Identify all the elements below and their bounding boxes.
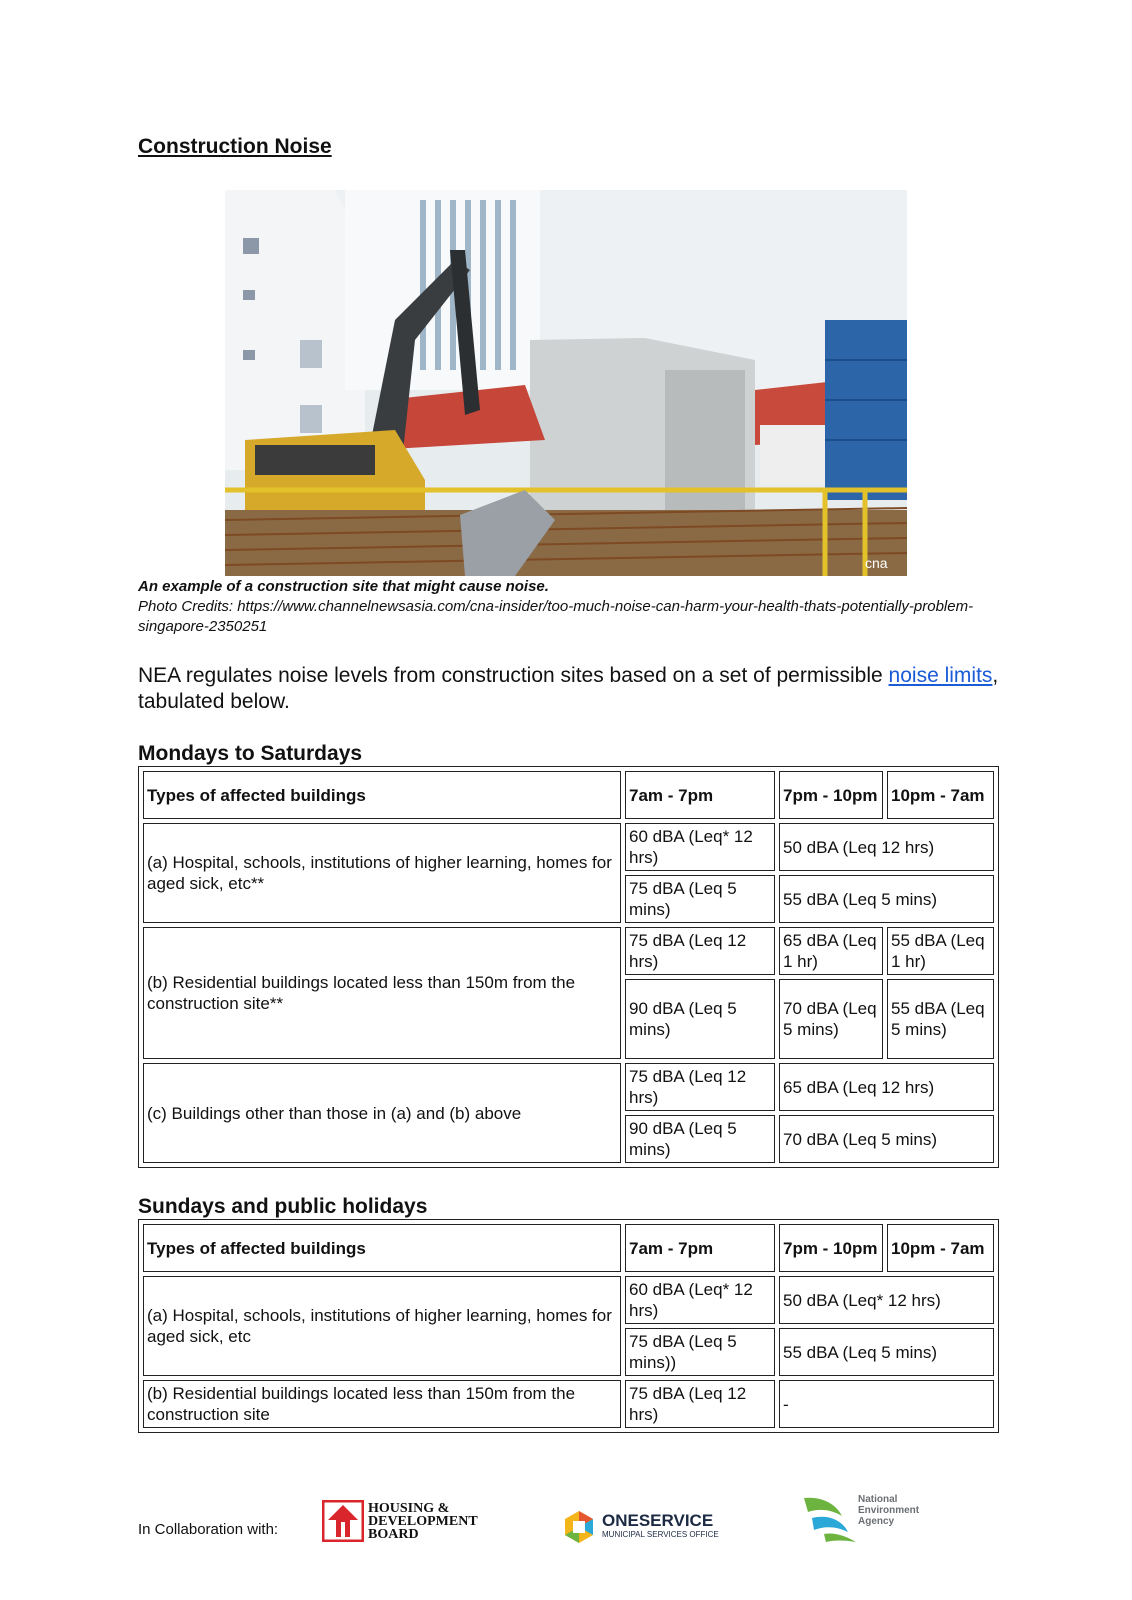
hdb-line-2: DEVELOPMENT [368,1514,478,1529]
oneservice-name: ONESERVICE [602,1511,714,1530]
category-c-label: (c) Buildings other than those in (a) and (b) above [143,1063,621,1163]
header-building-type: Types of affected buildings [143,771,621,819]
construction-site-photo [225,190,907,576]
weekday-noise-table [138,766,999,1168]
weekday-heading: Mondays to Saturdays [138,742,363,765]
limit-cell: 75 dBA (Leq 5 mins)) [625,1328,775,1376]
category-b-label: (b) Residential buildings located less than 150m from the construction site** [143,927,621,1059]
limit-cell: 75 dBA (Leq 12 hrs) [625,1380,775,1428]
table-row [143,823,994,871]
oneservice-subtitle: MUNICIPAL SERVICES OFFICE [602,1530,719,1539]
photo-caption: An example of a construction site that might cause noise. [138,578,549,595]
noise-limits-link[interactable]: noise limits [888,664,993,687]
limit-cell: 65 dBA (Leq 1 hr) [779,927,883,975]
limit-cell: 70 dBA (Leq 5 mins) [779,979,883,1059]
category-a-label: (a) Hospital, schools, institutions of higher learning, homes for aged sick, etc [143,1276,621,1376]
limit-cell: 90 dBA (Leq 5 mins) [625,1115,775,1163]
intro-text-before: NEA regulates noise levels from construction sites based on a set of permissible [138,664,889,687]
header-10pm-7am: 10pm - 7am [887,771,994,819]
category-a-label: (a) Hospital, schools, institutions of higher learning, homes for aged sick, etc** [143,823,621,923]
nea-line-2: Environment [858,1505,920,1516]
page-title: Construction Noise [138,135,332,158]
table-header-row [143,1224,994,1272]
limit-cell: 70 dBA (Leq 5 mins) [779,1115,994,1163]
header-10pm-7am: 10pm - 7am [887,1224,994,1272]
table-row [143,1276,994,1324]
limit-cell: 65 dBA (Leq 12 hrs) [779,1063,994,1111]
limit-cell: - [779,1380,994,1428]
limit-cell: 60 dBA (Leq* 12 hrs) [625,823,775,871]
table-header-row [143,771,994,819]
header-7am-7pm: 7am - 7pm [625,771,775,819]
limit-cell: 75 dBA (Leq 5 mins) [625,875,775,923]
header-7pm-10pm: 7pm - 10pm [779,1224,883,1272]
limit-cell: 55 dBA (Leq 5 mins) [779,875,994,923]
nea-line-1: National [858,1494,898,1505]
hdb-line-1: HOUSING & [368,1501,450,1516]
limit-cell: 90 dBA (Leq 5 mins) [625,979,775,1059]
header-7pm-10pm: 7pm - 10pm [779,771,883,819]
limit-cell: 55 dBA (Leq 1 hr) [887,927,994,975]
category-b-label: (b) Residential buildings located less than 150m from the construction site [143,1380,621,1428]
photo-credit: Photo Credits: https://www.channelnewsasia.com/cna-insider/too-much-noise-can-harm-your-health-thats-potentially-problem-singapore-2350251 [138,598,974,635]
table-row [143,1380,994,1428]
limit-cell: 75 dBA (Leq 12 hrs) [625,1063,775,1111]
intro-text-after: , tabulated below. [138,664,999,713]
oneservice-icon [562,1510,596,1544]
sunday-noise-table [138,1219,999,1433]
table-row [143,1063,994,1111]
limit-cell: 55 dBA (Leq 5 mins) [779,1328,994,1376]
intro-paragraph [138,663,1008,715]
limit-cell: 50 dBA (Leq* 12 hrs) [779,1276,994,1324]
header-7am-7pm: 7am - 7pm [625,1224,775,1272]
hdb-line-3: BOARD [368,1527,419,1542]
header-building-type: Types of affected buildings [143,1224,621,1272]
nea-swoosh-icon [802,1494,858,1544]
limit-cell: 55 dBA (Leq 5 mins) [887,979,994,1059]
table-row [143,927,994,975]
photo-watermark: cna [865,555,888,571]
footer-label: In Collaboration with: [138,1521,279,1538]
limit-cell: 60 dBA (Leq* 12 hrs) [625,1276,775,1324]
limit-cell: 50 dBA (Leq 12 hrs) [779,823,994,871]
sunday-heading: Sundays and public holidays [138,1195,428,1218]
limit-cell: 75 dBA (Leq 12 hrs) [625,927,775,975]
hdb-house-icon [322,1500,364,1542]
nea-line-3: Agency [858,1516,895,1527]
